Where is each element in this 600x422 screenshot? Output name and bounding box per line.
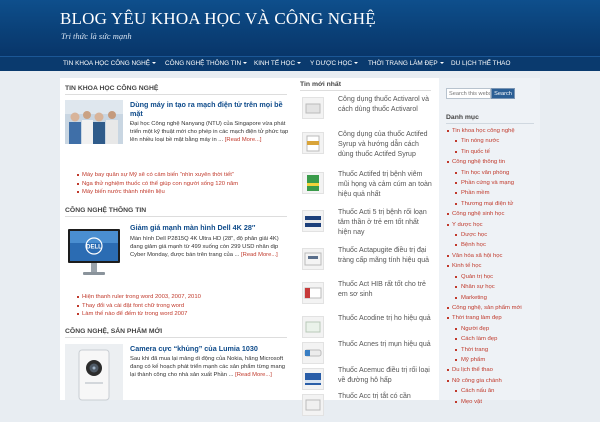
post-link[interactable]: Thuốc Acnes trị mụn hiệu quả <box>338 341 431 348</box>
category-link[interactable] <box>447 230 522 240</box>
category-label: Kinh tế học <box>452 263 482 270</box>
phone-photo-icon <box>65 344 123 400</box>
divider <box>65 216 287 217</box>
category-link[interactable] <box>447 147 522 157</box>
category-label: Thời trang làm đẹp <box>452 315 502 322</box>
category-label: Du lịch thể thao <box>452 367 493 374</box>
divider <box>446 123 534 124</box>
post-link[interactable]: Thuốc Act HIB rất tốt cho trẻ em sơ sinh <box>338 281 426 298</box>
category-link[interactable] <box>447 365 522 375</box>
category-label: Phần mềm <box>461 190 490 197</box>
nav-item-thoi-trang[interactable]: THỜI TRANG LÀM ĐẸP <box>368 57 444 71</box>
post-excerpt: Đại học Công nghệ Nanyang (NTU) của Singapore vừa phát triển một kỹ thuật mới cho phép in các mạch điện tử phức tạp lên nhiều loại bề mặt bằng máy in ... [Read More...] <box>130 121 289 144</box>
latest-posts-column <box>297 78 434 400</box>
latest-heading: Tin mới nhất <box>300 81 341 88</box>
post-excerpt: Màn hình Dell P2815Q 4K Ultra HD (28″, độ phân giải 4K) đang giảm giá mạnh từ 499 xuống còn 299 USD nhân dịp Cyber Monday, được bán trên trang của ... [Read More...] <box>130 236 279 259</box>
chevron-down-icon <box>354 62 358 64</box>
nav-item-kinh-te-hoc[interactable]: KINH TẾ HỌC <box>254 57 301 71</box>
category-link[interactable] <box>447 293 522 303</box>
list-item[interactable] <box>300 208 434 238</box>
post-thumbnail[interactable] <box>65 100 123 144</box>
category-label: Công nghệ thông tin <box>452 159 506 166</box>
category-link[interactable] <box>447 376 522 386</box>
category-label: Tin nóng nước <box>461 138 500 145</box>
divider <box>300 90 431 91</box>
content-area <box>60 78 540 405</box>
search-form <box>446 88 533 99</box>
post-link[interactable]: Công dụng thuốc Activarol và cách dùng thuốc Activarol <box>338 96 430 113</box>
main-nav <box>0 56 600 71</box>
category-label: Văn hóa xã hội học <box>452 252 503 259</box>
category-label: Mỹ phẩm <box>461 356 486 363</box>
category-link[interactable] <box>447 345 522 355</box>
divider <box>65 94 287 95</box>
category-link[interactable] <box>447 240 522 250</box>
list-item[interactable] <box>300 130 434 160</box>
chevron-down-icon <box>440 62 444 64</box>
medicine-box-icon <box>302 210 324 232</box>
category-label: Mẹo vặt <box>461 398 482 405</box>
post-link[interactable]: Thuốc Acc trị tắt có cần <box>338 393 411 400</box>
category-link[interactable] <box>447 261 522 271</box>
read-more-link[interactable]: [Read More...] <box>235 372 272 379</box>
category-label: Nhân sự học <box>461 284 495 291</box>
post-link[interactable]: Công dụng của thuốc Actifed Syrup và hướng dẫn cách dùng thuốc Actifed Syrup <box>338 131 428 158</box>
post-thumbnail[interactable] <box>65 344 123 400</box>
syrup-box-icon <box>302 132 324 154</box>
list-item[interactable]: Thay đổi và cài đặt font chữ trong word <box>82 302 201 311</box>
medicine-box-icon <box>302 316 324 338</box>
category-link[interactable] <box>447 126 522 136</box>
site-tagline: Tri thức là sức mạnh <box>61 31 132 41</box>
post-link[interactable]: Thuốc Actifed trị bệnh viêm mũi họng và cảm cúm an toàn hiệu quả nhất <box>338 171 432 198</box>
chevron-down-icon <box>152 62 156 64</box>
post-title[interactable]: Camera cực “khủng” của Lumia 1030 <box>130 344 258 353</box>
vaccine-box-icon <box>302 282 324 304</box>
post-link[interactable]: Thuốc Acodine trị ho hiệu quả <box>338 315 431 322</box>
category-label: Y dược học <box>452 221 483 228</box>
medicine-box-icon <box>302 368 324 390</box>
list-item[interactable]: Máy biến nước thành nhiên liệu <box>82 188 238 197</box>
featured-column <box>60 78 292 400</box>
category-link[interactable] <box>447 397 522 407</box>
read-more-link[interactable]: [Read More...] <box>224 137 262 144</box>
category-label: Phần cứng và mạng <box>461 180 515 187</box>
nav-item-tin-khoa-hoc[interactable]: TIN KHOA HỌC CÔNG NGHỆ <box>63 57 156 71</box>
list-item[interactable] <box>300 280 434 310</box>
monitor-photo-icon <box>65 223 123 281</box>
read-more-link[interactable]: [Read More...] <box>241 252 278 259</box>
post-link[interactable]: Thuốc Acti 5 trị bệnh rối loạn tăm thần ở trẻ em tốt nhất hiện nay <box>338 209 427 236</box>
sidebar <box>439 78 540 405</box>
svg-text:DELL: DELL <box>86 244 102 251</box>
list-item[interactable]: Hiện thanh ruler trong word 2003, 2007, 2010 <box>82 294 201 300</box>
category-label: Nữ công gia chánh <box>452 377 502 384</box>
list-item[interactable] <box>300 246 434 276</box>
chevron-down-icon <box>243 62 247 64</box>
category-link[interactable] <box>447 282 522 292</box>
related-links <box>82 293 201 319</box>
divider <box>65 337 287 338</box>
search-input[interactable] <box>446 88 491 99</box>
category-label: Cách nấu ăn <box>461 388 495 395</box>
nav-item-cong-nghe-thong-tin[interactable]: CÔNG NGHỆ THÔNG TIN <box>165 57 247 71</box>
category-link[interactable] <box>447 303 522 313</box>
category-link[interactable] <box>447 334 522 344</box>
category-label: Cách làm đẹp <box>461 336 498 343</box>
category-label: Thương mại điện tử <box>461 200 514 207</box>
post-title[interactable]: Giảm giá mạnh màn hình Dell 4K 28″ <box>130 223 256 232</box>
category-label: Marketing <box>461 294 487 301</box>
category-label: Quản trị học <box>461 273 494 280</box>
category-link[interactable] <box>447 355 522 365</box>
category-label: Thời trang <box>461 346 489 353</box>
categories-heading: Danh mục <box>446 114 479 121</box>
category-link[interactable] <box>447 220 522 230</box>
list-item[interactable]: Làm thế nào để đếm từ trong word 2007 <box>82 310 201 319</box>
category-label: Tin quốc tế <box>461 148 490 155</box>
post-link[interactable]: Thuốc Actapugite điều trị đại tràng cấp mãng tính hiệu quả <box>338 247 430 264</box>
category-label: Tin khoa học công nghệ <box>452 128 515 134</box>
category-link[interactable] <box>447 324 522 334</box>
category-label: Dược học <box>461 232 488 239</box>
category-link[interactable] <box>447 136 522 146</box>
section-heading[interactable]: TIN KHOA HỌC CÔNG NGHỆ <box>65 85 159 92</box>
category-link[interactable] <box>447 188 522 198</box>
medicine-box-icon <box>302 394 324 416</box>
pill-box-icon <box>302 97 324 119</box>
section-heading[interactable]: CÔNG NGHỆ, SẢN PHẨM MỚI <box>65 328 163 335</box>
tube-icon <box>302 342 324 364</box>
site-header <box>0 0 600 56</box>
related-links <box>82 171 238 197</box>
post-thumbnail[interactable] <box>65 223 123 281</box>
category-label: Công nghệ sinh học <box>452 211 505 218</box>
site-title[interactable]: BLOG YÊU KHOA HỌC VÀ CÔNG NGHỆ <box>60 9 376 28</box>
nav-item-y-duoc-hoc[interactable]: Y DƯỢC HỌC <box>310 57 358 71</box>
category-link[interactable] <box>447 199 522 209</box>
list-item[interactable]: Nga thử nghiệm thuốc có thể giúp con người sống 120 năm <box>82 180 239 187</box>
post-link[interactable]: Thuốc Acemuc điều trị rối loại về đường hô hấp <box>338 367 430 384</box>
category-link[interactable] <box>447 272 522 282</box>
nav-item-du-lich[interactable]: DU LỊCH THỂ THAO <box>451 60 511 67</box>
category-link[interactable] <box>447 313 522 323</box>
category-link[interactable] <box>447 386 522 396</box>
sachet-icon <box>302 248 324 270</box>
post-excerpt: Sau khi đã mua lại mảng di động của Nokia, hãng Microsoft đang có kế hoạch phát triển mạnh các sản phẩm từng mang lại thành công cho nhà sản xuất Phần ... [Read More...] <box>130 356 286 379</box>
category-label: Người đẹp <box>461 325 490 332</box>
category-link[interactable] <box>447 168 522 178</box>
list-item[interactable]: Máy bay quân sự Mỹ sẽ có cảm biến “nhìn xuyên thời tiết” <box>82 171 238 180</box>
list-item[interactable] <box>300 392 434 422</box>
list-item[interactable] <box>300 95 434 125</box>
list-item[interactable] <box>300 170 434 200</box>
category-link[interactable] <box>447 178 522 188</box>
people-photo-icon <box>65 100 123 144</box>
medicine-box-icon <box>302 172 324 194</box>
category-label: Bệnh học <box>461 242 486 249</box>
section-heading[interactable]: CÔNG NGHỆ THÔNG TIN <box>65 207 147 214</box>
category-label: Tin học văn phòng <box>461 169 510 176</box>
category-label: Công nghệ, sản phẩm mới <box>452 304 522 311</box>
category-link[interactable] <box>447 251 522 261</box>
post-title[interactable]: Dùng máy in tạo ra mạch điện tử trên mọi bề mặt <box>130 100 283 118</box>
category-list <box>447 126 522 407</box>
category-link[interactable] <box>447 209 522 219</box>
search-button[interactable]: Search <box>491 88 515 99</box>
category-link[interactable] <box>447 157 522 167</box>
chevron-down-icon <box>297 62 301 64</box>
